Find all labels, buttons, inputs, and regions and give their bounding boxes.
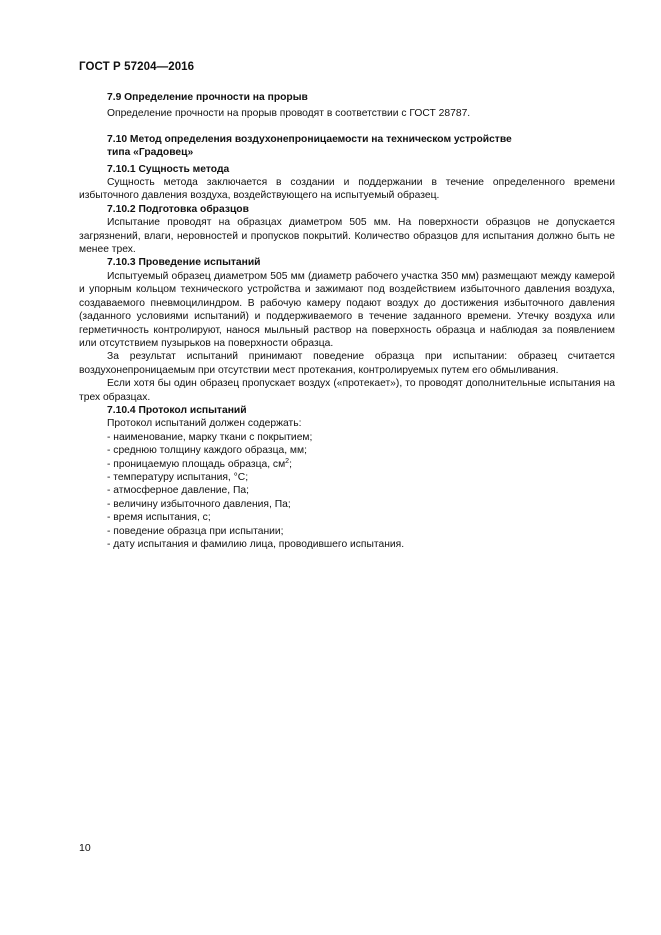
protocol-item: - время испытания, с; <box>107 512 211 524</box>
section-7-10-1-text: Сущность метода заключается в создании и поддержании в течение определенного времени избыточного давления воздуха, воздействующего на испытуемый образец. <box>79 177 615 202</box>
superscript-2: 2 <box>285 457 290 465</box>
section-7-10-1-title: 7.10.1 Сущность метода <box>107 163 230 175</box>
protocol-item: - наименование, марку ткани с покрытием; <box>107 431 313 443</box>
section-7-9-text: Определение прочности на прорыв проводят в соответствии с ГОСТ 28787. <box>107 108 471 120</box>
section-7-10-3-paragraph-3: Если хотя бы один образец пропускает воздух («протекает»), то проводят дополнительные испытания на трех образцах. <box>79 378 615 403</box>
protocol-item: - температуру испытания, °С; <box>107 471 249 483</box>
protocol-item <box>79 458 615 471</box>
section-7-10-2-title: 7.10.2 Подготовка образцов <box>107 203 249 215</box>
protocol-item: - атмосферное давление, Па; <box>107 485 249 497</box>
section-7-10-4-title: 7.10.4 Протокол испытаний <box>107 404 247 416</box>
protocol-item: - дату испытания и фамилию лица, проводившего испытания. <box>107 539 405 550</box>
protocol-item: - среднюю толщину каждого образца, мм; <box>107 445 307 457</box>
protocol-item-text: - проницаемую площадь образца, см <box>107 458 286 470</box>
section-7-10-3-paragraph-2: За результат испытаний принимают поведение образца при испытании: образец считается воздухонепроницаемым при отсутствии мест протекания, контролируемых путем его обмыливания. <box>79 351 615 376</box>
section-7-10-title-line2: типа «Градовец» <box>107 147 194 159</box>
section-7-10-3-title: 7.10.3 Проведение испытаний <box>107 257 261 269</box>
protocol-item: - поведение образца при испытании; <box>107 525 284 537</box>
page-number: 10 <box>79 842 91 854</box>
protocol-intro: Протокол испытаний должен содержать: <box>107 418 302 430</box>
section-7-10-3-paragraph-1: Испытуемый образец диаметром 505 мм (диаметр рабочего участка 350 мм) размещают между камерой и упорным кольцом технического устройства и зажимают под воздействием избыточного давления воздуха, создаваемого пневмоцилиндром. В рабочую камеру подают воздух до достижения избыточного давления (заданного условиями испытаний) и поддерживаемого в течение заданного времени. Утечку воздуха или герметичность контролируют, нанося мыльный раствор на поверхность образца и наблюдая за появлением или отсутствием пузырьков на поверхности образца. <box>79 270 615 349</box>
document-header: ГОСТ Р 57204—2016 <box>79 61 195 73</box>
document-body <box>79 91 615 551</box>
section-7-10-2-text: Испытание проводят на образцах диаметром 505 мм. На поверхности образцов не допускается загрязнений, влаги, неровностей и пропусков покрытий. Количество образцов для испытания должно быть не менее трех. <box>79 217 615 256</box>
protocol-item: - величину избыточного давления, Па; <box>107 498 291 510</box>
section-7-9-title: 7.9 Определение прочности на прорыв <box>107 92 308 103</box>
section-7-10-title-line1: 7.10 Метод определения воздухонепроницаемости на техническом устройстве <box>107 133 512 145</box>
protocol-item-end: ; <box>289 458 292 470</box>
